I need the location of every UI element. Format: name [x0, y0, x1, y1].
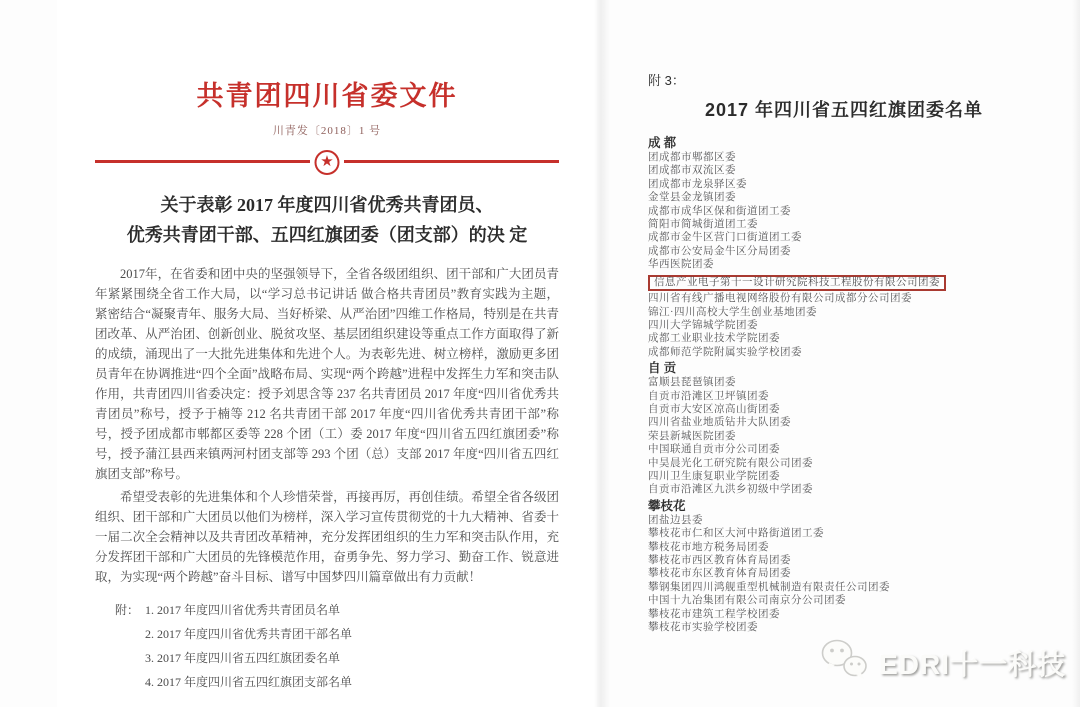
list-item: 团成都市龙泉驿区委: [648, 178, 747, 190]
attachment-item-text: 4. 2017 年度四川省五四红旗团支部名单: [145, 675, 353, 689]
region-header: 攀枝花: [648, 498, 686, 513]
document-page-right: [648, 0, 1040, 707]
wechat-bubbles-icon: [819, 638, 871, 687]
document-page-left: [57, 0, 597, 707]
list-item: 锦江·四川高校大学生创业基地团委: [648, 306, 817, 318]
list-item: 金堂县金龙镇团委: [648, 192, 736, 204]
divider-line-left: [95, 160, 310, 163]
page-edge-shadow: [1072, 0, 1080, 707]
list-item: 成都市公安局金牛区分局团委: [648, 245, 791, 257]
list-item: 攀钢集团四川鸿舰重型机械制造有限责任公司团委: [648, 581, 890, 593]
list-item: 团盐边县委: [648, 514, 703, 526]
attachments-label: 附：: [115, 603, 140, 617]
watermark-text: EDRI十一科技: [879, 648, 1066, 680]
appendix-title: 2017 年四川省五四红旗团委名单: [704, 100, 984, 120]
list-item: 四川大学锦城学院团委: [648, 319, 758, 331]
attachment-item-text: 2. 2017 年度四川省优秀共青团干部名单: [145, 627, 353, 641]
list-item: 成都市金牛区营门口街道团工委: [648, 232, 802, 244]
list-item: 攀枝花市东区教育体育局团委: [648, 568, 791, 580]
watermark: [819, 638, 1066, 687]
attachment-item-text: 3. 2017 年度四川省五四红旗团委名单: [145, 651, 341, 665]
list-item: 四川省盐业地质钻井大队团委: [648, 417, 791, 429]
red-divider-rule: [95, 150, 559, 174]
doc-paragraph: 希望受表彰的先进集体和个人珍惜荣誉，再接再厉，再创佳绩。希望全省各级团组织、团干部和广大团员以他们为榜样，深入学习宣传贯彻党的十九大精神、省委十一届二次全会精神以及共青团改革精神，充分发挥团组织的生力军和突击队作用，充分发挥团干部和广大团员的先锋模范作用，奋勇争先、努力学习、勤奋工作、锐意进取，为实现“两个跨越”奋斗目标、谱写中国梦四川篇章做出有力贡献！: [95, 490, 559, 584]
list-item: 攀枝花市建筑工程学校团委: [648, 608, 780, 620]
document-title: [85, 190, 569, 250]
list-item: 华西医院团委: [648, 259, 714, 271]
list-item: 攀枝花市地方税务局团委: [648, 541, 769, 553]
list-item: 自贡市沿滩区卫坪镇团委: [648, 390, 769, 402]
list-item: 成都市成华区保和街道团工委: [648, 205, 791, 217]
list-item: 四川卫生康复职业学院团委: [648, 471, 780, 483]
attachment-list: [115, 603, 559, 690]
attachment-item-text: 1. 2017 年度四川省优秀共青团员名单: [145, 603, 341, 617]
list-item: 攀枝花市实验学校团委: [648, 622, 758, 634]
attachment-item: [115, 627, 559, 642]
region-header: 成 都: [648, 136, 677, 150]
star-seal-icon: ★: [315, 150, 340, 175]
list-item: 成都师范学院附属实验学校团委: [648, 346, 802, 358]
appendix-sections: [648, 135, 1040, 635]
list-item: 简阳市简城街道团工委: [648, 219, 758, 231]
list-item: 自贡市大安区凉高山街团委: [648, 404, 780, 415]
appendix-label: 附 3：: [648, 73, 685, 88]
document-header-title: 共青团四川省委文件: [196, 81, 458, 111]
list-item-highlighted: 信息产业电子第十一设计研究院科技工程股份有限公司团委: [648, 275, 946, 292]
list-item: 中国十九冶集团有限公司南京分公司团委: [648, 595, 846, 607]
list-item: 团成都市双流区委: [648, 165, 736, 177]
document-number: 川青发〔2018〕1 号: [272, 125, 382, 137]
list-item: 团成都市郫都区委: [648, 152, 736, 163]
divider-line-right: [344, 160, 559, 163]
attachment-item: [115, 603, 559, 618]
attachment-item: [115, 651, 559, 666]
list-item: 荣县新城医院团委: [648, 430, 736, 442]
list-item: 中国联通自贡市分公司团委: [648, 444, 780, 456]
region-header: 自 贡: [648, 361, 677, 376]
list-item: 自贡市沿滩区九洪乡初级中学团委: [648, 484, 813, 496]
doc-body: [95, 264, 559, 587]
attachment-item: [115, 675, 559, 690]
page-divider-shadow: [594, 0, 610, 707]
list-item: 四川省有线广播电视网络股份有限公司成都分公司团委: [648, 293, 912, 305]
list-item: 攀枝花市仁和区大河中路街道团工委: [648, 528, 824, 540]
list-item: 攀枝花市西区教育体育局团委: [648, 555, 791, 567]
doc-paragraph: 2017年，在省委和团中央的坚强领导下，全省各级团组织、团干部和广大团员青年紧紧围绕全省工作大局，以“学习总书记讲话 做合格共青团员”教育实践为主题，紧密结合“凝聚青年、服务大局、当好桥梁、从严治团”四维工作格局，特别是在共青团改革、从严治团、创新创业、脱贫攻坚、基层团组织建设等重点工作方面取得了新的成绩，涌现出了一大批先进集体和先进个人。为表彰先进、树立榜样，激励更多团员青年在协调推进“四个全面”战略布局、实现“两个跨越”进程中发挥生力军和突击队作用，共青团四川省委决定：授予刘思含等 237 名共青团员 2017 年度“四川省优秀共青团员”称号，授予于楠等 212 名共青团干部 2017 年度“四川省优秀共青团干部”称号，授予团成都市郫都区委等 228 个团（工）委 2017 年度“四川省五四红旗团委”称号，授予蒲江县西来镇两河村团支部等 293 个团（总）支部 2017 年度“四川省五四红旗团支部”称号。: [95, 267, 559, 481]
list-item: 中昊晨光化工研究院有限公司团委: [648, 457, 813, 469]
document-title-line2: 优秀共青团干部、五四红旗团委（团支部）的决 定: [126, 225, 528, 245]
list-item: 富顺县琵琶镇团委: [648, 377, 736, 389]
list-item: 成都工业职业技术学院团委: [648, 333, 780, 345]
document-title-line1: 关于表彰 2017 年度四川省优秀共青团员、: [160, 195, 494, 215]
